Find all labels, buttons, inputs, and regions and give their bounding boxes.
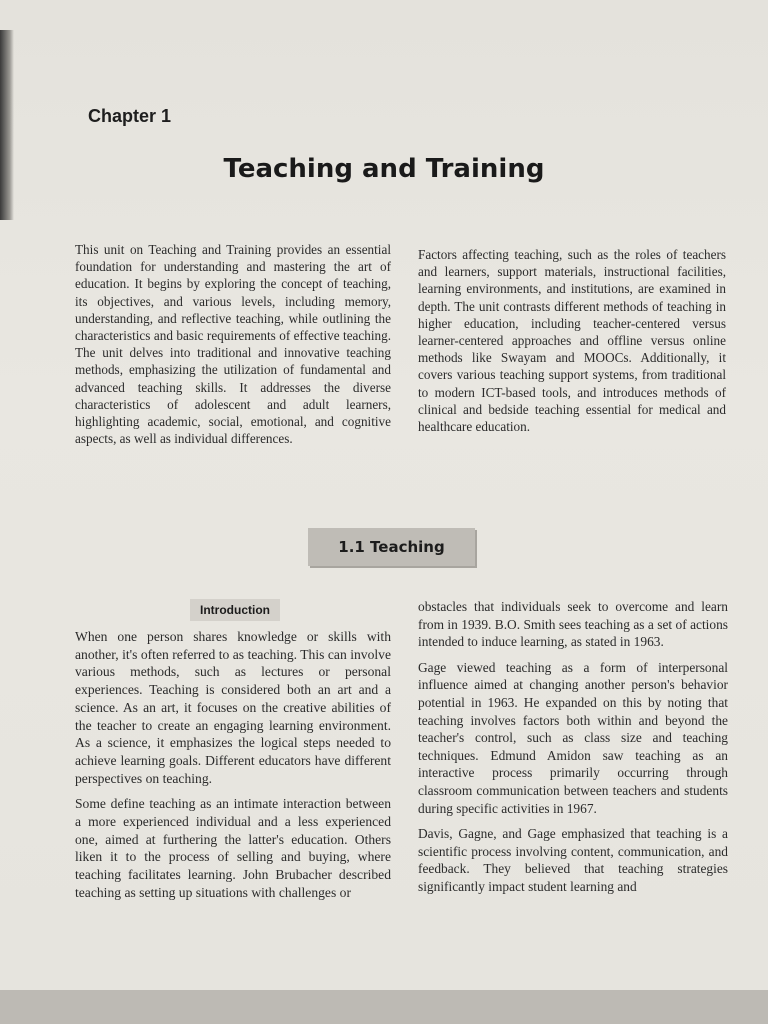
page-bottom-edge [0,990,768,1024]
introduction-subheading: Introduction [190,599,280,621]
body-paragraph: Davis, Gagne, and Gage emphasized that teaching is a scientific process involving content, communication, and feedback. They believed that teaching strategies significantly impact student learning and [418,826,728,894]
intro-right-paragraph: Factors affecting teaching, such as the roles of teachers and learners, support materials, instructional facilities, learning environments, and institutions, are examined in depth. The unit contrasts different methods of teaching in higher education, including teacher-centered versus learner-centered approaches and offline versus online methods like Swayam and MOOCs. Additionally, it covers various teaching support systems, from traditional to modern ICT-based tools, and introduces methods of clinical and bedside teaching essential for medical and healthcare education. [418,247,726,435]
section-heading: 1.1 Teaching [308,528,475,566]
body-left-column [75,628,391,910]
chapter-label: Chapter 1 [88,106,172,126]
intro-left-paragraph: This unit on Teaching and Training provides an essential foundation for understanding and mastering the art of education. It begins by exploring the concept of teaching, its objectives, and various levels, including memory, understanding, and reflective teaching, while outlining the characteristics and basic requirements of effective teaching. The unit delves into traditional and innovative teaching methods, emphasizing the utilization of fundamental and advanced teaching skills. It addresses the diverse characteristics of adolescent and adult learners, highlighting academic, social, emotional, and cognitive aspects, as well as individual differences. [75,242,391,447]
body-right-column [418,598,728,904]
intro-left-column [75,241,391,455]
body-paragraph: When one person shares knowledge or skills with another, it's often referred to as teaching. This can involve various methods, such as lectures or personal experiences. Teaching is considered both an art and a science. As an art, it focuses on the creative abilities of the teacher to create an engaging learning environment. As a science, it emphasizes the logical steps needed to achieve learning goals. Different educators have different perspectives on teaching. [75,629,391,786]
chapter-title: Teaching and Training [223,154,545,184]
body-paragraph: Gage viewed teaching as a form of interpersonal influence aimed at changing another person's behavior potential in 1963. He expanded on this by noting that teaching involves factors both within and beyond the teacher's control, such as class size and teaching techniques. Edmund Amidon saw teaching as an interactive process primarily occurring through classroom communication between teachers and students during specific activities in 1967. [418,659,728,816]
intro-right-column [418,246,726,443]
body-paragraph: Some define teaching as an intimate interaction between a more experienced individual and a less experienced one, aimed at furthering the latter's education. Others liken it to the process of selling and buying, where teaching facilitates learning. John Brubacher described teaching as setting up situations with challenges or [75,796,391,900]
page-binding-shadow [0,30,14,220]
body-paragraph: obstacles that individuals seek to overcome and learn from in 1939. B.O. Smith sees teaching as a set of actions intended to induce learning, as stated in 1963. [418,599,728,650]
